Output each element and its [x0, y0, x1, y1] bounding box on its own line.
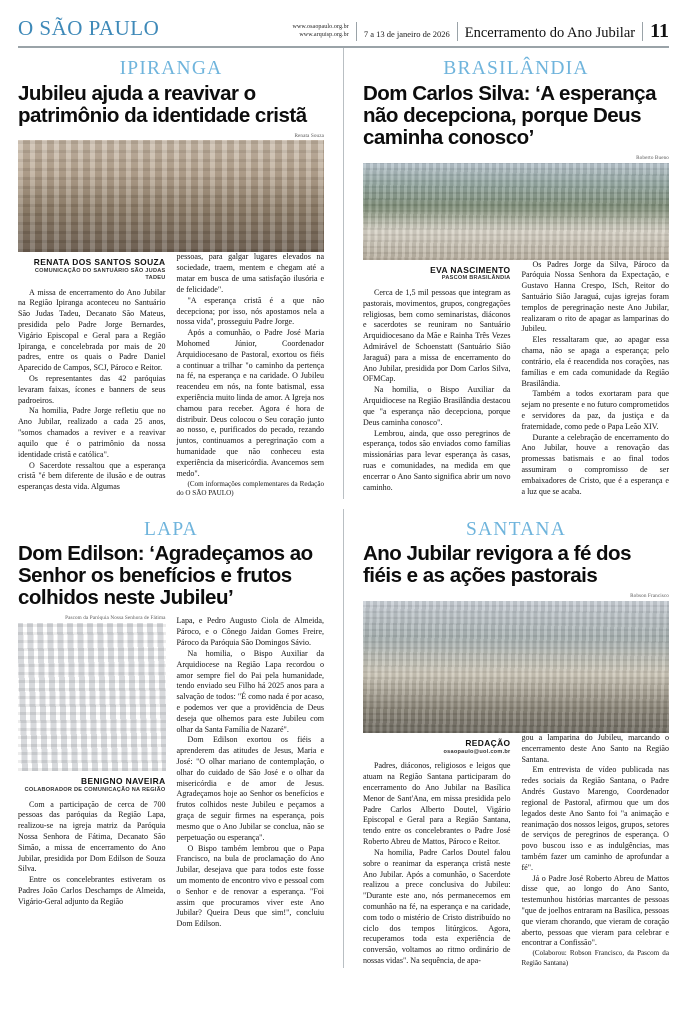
paragraph: Cerca de 1,5 mil pessoas que integram as pastorais, movimentos, grupos, congregações religiosas, bem como seminaristas, diáconos e sacerdotes se reuniram no Santuário Arquidiocesano da Mãe e Rainha Três Vezes Admirável de Schoenstatt (Santuário Sião Jaraguá) para a missa de encerramento do Ano Jubilar, presidida por Dom Carlos Silva, OFMCap. — [362, 287, 511, 384]
masthead — [18, 0, 669, 48]
paragraph: Na homilia, Padre Jorge refletiu que no Ano Jubilar, realizado a cada 25 anos, "somos chamados a reviver e a reavivar aquilo que é o patrimônio da nossa identidade cristã e católica". — [18, 406, 166, 459]
paragraph: Padres, diáconos, religiosos e leigos que atuam na Região Santana participaram do encerramento do Ano Jubilar na Basílica Menor de Sant'Ana, em missa presidida pelo Padre Carlos Alberto Doutel, Vigário Episcopal e Geral para a Região Santana, tendo entre os concelebrantes o Padre José Roberto Abreu de Mattos, Pároco e Reitor. — [362, 761, 511, 847]
photo-brasilandia — [363, 163, 669, 260]
section-title: Encerramento do Ano Jubilar — [464, 24, 636, 41]
body-ipiranga — [18, 252, 324, 498]
paragraph: Com a participação de cerca de 700 pessoas das paróquias da Região Lapa, realizou-se na igreja matriz da Paróquia Nossa Senhora de Fátima, Decanato São Simão, a missa de encerramento do Ano Jubilar, presidida por Dom Edilson de Souza Silva. — [18, 799, 166, 874]
byline-santana — [363, 739, 511, 755]
byline-brasilandia — [363, 266, 511, 282]
byline-name: RENATA DOS SANTOS SOUZA — [33, 257, 166, 268]
paragraph: Os Padres Jorge da Silva, Pároco da Paróquia Nossa Senhora da Expectação, e Gustavo Hanna Crespo, ISch, Reitor do Santuário Sião Jaraguá, cujas igrejas foram templos de peregrinação neste Ano Jubilar, realizaram o rito de apagar as lamparinas do Jubileu. — [521, 259, 669, 334]
headline-brasilandia: Dom Carlos Silva: ‘A esperança não decepciona, porque Deus caminha conosco’ — [362, 81, 656, 149]
photo-santana — [363, 601, 669, 733]
masthead-meta — [293, 21, 669, 41]
paragraph: Na homilia, o Bispo Auxiliar da Arquidiocese na Região Lapa recordou o amor sempre fiel do Pai pela humanidade, tendo enviado seu Filho há 2025 anos para a salvação de todos: "É como nada é por acaso, e podemos ver que a providência de Deus deseja que olhemos para este Jubileu com olhar da Santa Família de Nazaré". — [176, 648, 325, 734]
lapa-col-2 — [177, 616, 325, 930]
paragraph: Durante a celebração de encerramento do Ano Jubilar, houve a renovação das promessas batismais e ao final todos assumiram o compromisso de ser embaixadores de Cristo, que é a esperança e a luz que se acaba. — [521, 432, 669, 496]
photo-brasilandia-wrap — [363, 156, 669, 260]
photo-credit-brasilandia: Roberto Bueno — [636, 154, 669, 161]
byline-role: PASCOM BRASILÂNDIA — [441, 275, 511, 282]
paragraph: A missa de encerramento do Ano Jubilar na Região Ipiranga aconteceu no Santuário São Judas Tadeu, Decanato São Mateus, presidida pelo Padre Jorge Bernardes, Vigário Episcopal e Geral para a Região Ipiranga, e concelebrada por mais de 20 padres, entre os quais o Padre Daniel Aparecido de Campos, SCJ, Pároco e Reitor. — [18, 287, 166, 373]
column-divider-top — [343, 48, 344, 499]
photo-santana-wrap — [363, 594, 669, 733]
column-divider-bottom — [343, 509, 344, 969]
kicker-santana: SANTANA — [465, 518, 566, 540]
santana-col-1 — [363, 733, 511, 968]
body-lapa — [18, 616, 324, 930]
article-ipiranga — [18, 48, 324, 499]
top-half — [18, 48, 669, 499]
brasilandia-col-1 — [363, 260, 511, 498]
photo-ipiranga — [18, 140, 324, 252]
paragraph: pessoas, para galgar lugares elevados na sociedade, traem, mentem e chegam até a matar em busca de uma satisfação ilusória e de felicidade". — [176, 252, 325, 294]
paragraph: Os representantes das 42 paróquias levaram faixas, ícones e banners de seus padroeiros. — [18, 374, 166, 405]
website-urls — [293, 23, 349, 41]
body-santana — [363, 733, 669, 968]
paragraph: Eles ressaltaram que, ao apagar essa chama, não se apaga a esperança; pelo contrário, ela é reacendida nos corações, nas famílias e em cada comunidade da Região Brasilândia. — [521, 335, 669, 388]
page-number: 11 — [650, 20, 669, 42]
photo-credit-santana: Robson Francisco — [630, 593, 669, 600]
divider-3 — [642, 22, 643, 41]
byline-name: EVA NASCIMENTO — [430, 264, 511, 275]
kicker-lapa: LAPA — [144, 518, 198, 540]
paragraph: Dom Edilson exortou os fiéis a aprenderem das atitudes de Jesus, Maria e José: "O olhar mariano de contemplação, o olhar do cuidado de São José e o olhar da misericórdia e de amor de Jesus. Agradeçamos hoje ao Senhor os benefícios e frutos colhidos neste Jubileu e peçamos a graça de seguir firmes na esperança, pois mesmo que o Ano Jubilar se conclua, não se perpetuação ou esperança". — [176, 735, 325, 842]
article-santana — [363, 509, 669, 969]
url-arquisp[interactable]: www.arquisp.org.br — [299, 31, 349, 38]
paragraph: Já o Padre José Roberto Abreu de Mattos disse que, ao longo do Ano Santo, testemunhou histórias marcantes de pessoas "que de joelhos entraram na Basílica, pessoas que vieram chorando, que vieram de coração aberto, pessoas que vieram para celebrar e encontrar a Confissão". — [521, 873, 669, 948]
editorial-note: (Com informações complementares da Redação do O SÃO PAULO) — [176, 479, 325, 498]
paragraph: Na homilia, o Bispo Auxiliar da Arquidiocese na Região Brasilândia destacou que "a esperança não decepciona, porque Deus caminha conosco". — [362, 385, 511, 427]
lapa-col-1 — [18, 616, 166, 930]
article-brasilandia — [363, 48, 669, 499]
byline-lapa — [18, 777, 166, 793]
brasilandia-col-2 — [521, 260, 669, 498]
paragraph: Na homilia, Padre Carlos Doutel falou sobre o reanimar da esperança cristã neste Ano Jubilar. Após a comunhão, o Sacerdote realizou a prece conclusiva do Jubileu: "Durante este ano, nós permanecemos em comunhão na fé, na esperança e na caridade, com todo o mistério de Cristo distribuído no ciclo dos tempos litúrgicos. Agora, recuperamos toda esta experiência de conversão, voltamos ao ritmo ordinário de nossas vidas". Na sequência, de apa- — [362, 847, 511, 966]
photo-credit-ipiranga: Renata Souza — [294, 132, 325, 139]
headline-ipiranga: Jubileu ajuda a reavivar o patrimônio da identidade cristã — [18, 81, 307, 127]
divider-1 — [356, 22, 357, 41]
santana-col-2 — [521, 733, 669, 968]
paragraph: "A esperança cristã é a que não decepciona; por isso, nós apostamos nela a nossa vida", prosseguiu Padre Jorge. — [176, 295, 325, 327]
paragraph: Também a todos exortaram para que sejam no presente e no futuro comprometidos e servidores da paz, da justiça e da fraternidade, como pede o Papa Leão XIV. — [521, 389, 669, 431]
kicker-brasilandia: BRASILÂNDIA — [443, 58, 589, 79]
byline-role: COMUNICAÇÃO DO SANTUÁRIO SÃO JUDAS TADEU — [34, 268, 166, 281]
photo-lapa — [18, 623, 166, 771]
paragraph: O Bispo também lembrou que o Papa Francisco, na bula de proclamação do Ano Jubilar, desejava que para todos este fosse um momento de encontro vivo e pessoal com o Senhor e de renovar a esperança. "Foi assim que procuramos viver este Ano Jubilar? Queira Deus que sim!", concluiu Dom Edilson. — [176, 843, 325, 929]
publication-logo: O SÃO PAULO — [18, 16, 160, 40]
byline-name: REDAÇÃO — [465, 738, 511, 749]
ipiranga-col-2 — [177, 252, 325, 498]
issue-date: 7 a 13 de janeiro de 2026 — [363, 28, 450, 39]
body-brasilandia — [363, 260, 669, 498]
byline-email[interactable]: osaopaulo@uol.com.br — [443, 748, 511, 755]
url-osaopaulo[interactable]: www.osaopaulo.org.br — [292, 23, 349, 30]
kicker-ipiranga: IPIRANGA — [119, 58, 223, 79]
paragraph: Entre os concelebrantes estiveram os Padres João Carlos Deschamps de Almeida, Vigário-Geral adjunto da Região — [18, 875, 166, 906]
paragraph: O Sacerdote ressaltou que a esperança cristã "é bem diferente de ilusão e de outras esperanças desta vida. Algumas — [18, 460, 166, 492]
paragraph: gou a lamparina do Jubileu, marcando o encerramento deste Ano Santo na Região Santana. — [521, 733, 669, 764]
paragraph: Lapa, e Pedro Augusto Ciola de Almeida, Pároco, e o Cônego Jaidan Gomes Freire, Pároco da Paróquia São Domingos Sávio. — [176, 616, 325, 648]
byline-ipiranga — [18, 258, 166, 281]
byline-name: BENIGNO NAVEIRA — [81, 776, 166, 787]
photo-lapa-wrap — [18, 616, 166, 771]
divider-2 — [457, 22, 458, 41]
headline-santana: Ano Jubilar revigora a fé dos fiéis e as ações pastorais — [362, 542, 631, 588]
photo-credit-lapa: Pascom da Paróquia Nossa Senhora de Fátima — [65, 615, 166, 622]
headline-lapa: Dom Edilson: ‘Agradeçamos ao Senhor os benefícios e frutos colhidos neste Jubileu’ — [18, 542, 313, 610]
paragraph: Em entrevista de vídeo publicada nas redes sociais da Região Santana, o Padre Andrés Gustavo Marengo, Coordenador regional de Pastoral, afirmou que um dos legados deste Ano Santo foi "a animação e reanimação dos nossos leigos, grupos, setores de serviços de peregrinos de esperança. O povo buscou isso e as indulgências, mas também fazer um caminho de aprofundar a fé". — [521, 765, 669, 872]
paragraph: Após a comunhão, o Padre José Maria Mohomed Júnior, Coordenador Arquidiocesano de Pastoral, exortou os fiéis a continuar a trilhar "o caminho da pertença na fé, na esperança e na caridade. O Jubileu reacendeu em nós, na fonte batismal, essa experiência muito linda de amor. A Igreja nos chamou para receber. Agora é hora de distribuir. Deus colocou o Seu coração junto ao nosso, e, purificados do pecado, rezando juntos, continuamos a peregrinação com a humanidade que não conheceu esta experiência da misericórdia. Avancemos sem medo". — [176, 328, 325, 478]
article-lapa — [18, 509, 324, 969]
byline-role: COLABORADOR DE COMUNICAÇÃO NA REGIÃO — [24, 786, 166, 793]
editorial-note: (Colaborou: Robson Francisco, da Pascom da Região Santana) — [521, 949, 669, 967]
bottom-half — [18, 509, 669, 969]
photo-ipiranga-wrap — [18, 134, 324, 253]
ipiranga-col-1 — [18, 252, 166, 498]
paragraph: Lembrou, ainda, que osso peregrinos de esperança, todos são enviados como famílias missionárias para levar esperança às casas, ruas e comunidades, na medida em que encerrar o Ano Santo significa abrir um novo caminho. — [362, 428, 511, 492]
